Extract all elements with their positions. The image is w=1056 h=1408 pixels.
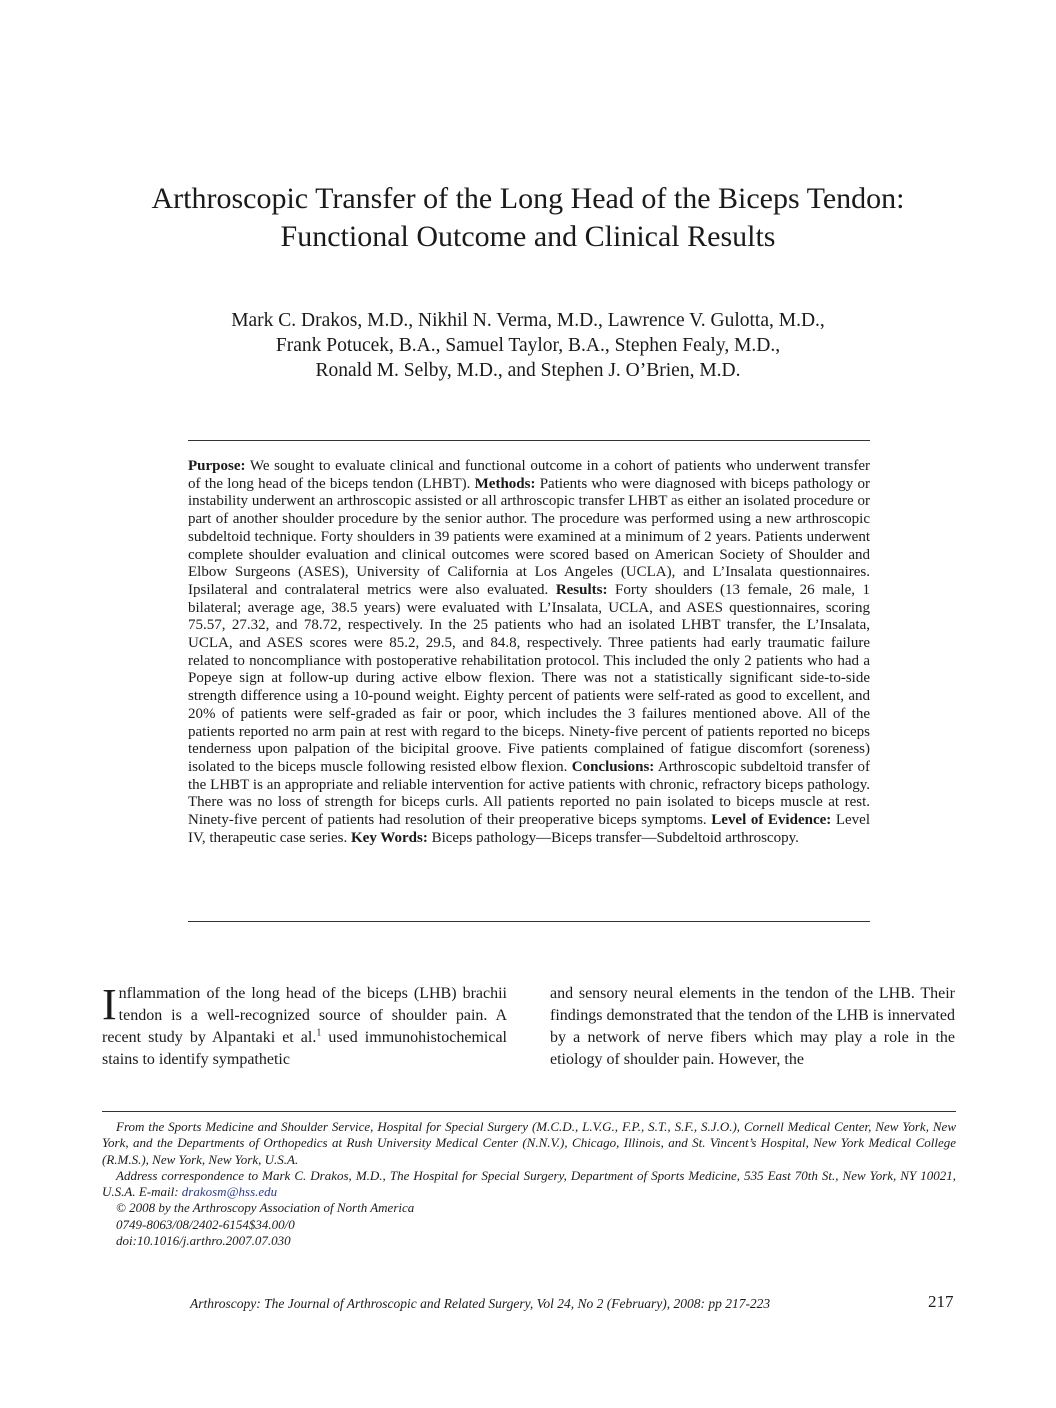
email-link[interactable]: drakosm@hss.edu [181,1184,278,1200]
results-text: Forty shoulders (13 female, 26 male, 1 bilateral; average age, 38.5 years) were evaluated with L’Insalata, UCLA, and ASES questionnaires, scoring 75.57, 27.32, and 78.72, respectively. In the 25 patients who had an isolated LHBT transfer, the L’Insalata, UCLA, and ASES scores were 85.2, 29.5, and 84.8, respectively. Three patients had early traumatic failure related to noncompliance with postoperative rehabilitation protocol. This included the only 2 patients who had a Popeye sign at follow-up during active elbow flexion. There was not a statistically significant side-to-side strength difference using a 10-pound weight. Eighty percent of patients were self-rated as good to excellent, and 20% of patients were self-graded as fair or poor, which includes the 3 failures mentioned above. All of the patients reported no arm pain at rest with regard to the biceps. Ninety-five percent of patients reported no biceps tenderness upon palpation of the bicipital groove. Five patients complained of fatigue discomfort (soreness) isolated to the biceps muscle following resisted elbow flexion. [188,581,870,775]
footnote-doi: doi:10.1016/j.arthro.2007.07.030 [116,1233,291,1249]
keywords-text: Biceps pathology—Biceps transfer—Subdeltoid arthroscopy. [427,829,799,846]
footnote-rule [102,1111,956,1112]
title-line-1: Arthroscopic Transfer of the Long Head of the Biceps Tendon: [151,182,905,215]
abstract-bottom-rule [188,921,870,922]
purpose-text: We sought to evaluate clinical and functional outcome in a cohort of patients who underwent transfer of the long head of the biceps tendon (LHBT). [188,458,870,492]
authors-line-1: Mark C. Drakos, M.D., Nikhil N. Verma, M.D., Lawrence V. Gulotta, M.D., [231,310,825,331]
title-line-2: Functional Outcome and Clinical Results [280,220,776,253]
footnote-copyright: © 2008 by the Arthroscopy Association of North America [116,1200,415,1216]
drop-cap: I [102,980,117,1029]
body-left-text-b: used immunohistochemical stains to identify sympathetic [102,1029,507,1068]
conclusions-text: Arthroscopic subdeltoid transfer of the LHBT is an appropriate and reliable intervention for active patients with chronic, refractory biceps pathology. There was no loss of strength for biceps curls. All patients reported no pain isolated to biceps muscle at rest. Ninety-five percent of patients had resolution of their preoperative biceps symptoms. [188,758,870,829]
purpose-label: Purpose: [188,458,246,474]
level-label: Level of Evidence: [711,812,832,829]
abstract-top-rule [188,440,870,441]
body-right-text: and sensory neural elements in the tendon of the LHB. Their findings demonstrated that the tendon of the LHB is innervated by a network of nerve fibers which may play a role in the etiology of shoulder pain. However, the [550,985,955,1068]
author-list [100,308,956,383]
footnote-affiliation: From the Sports Medicine and Shoulder Service, Hospital for Special Surgery (M.C.D., L.V.G., F.P., S.T., S.F., S.J.O.), Cornell Medical Center, New York, New York, and the Departments of Orthopedics at Rush University Medical Center (N.N.V.), Chicago, Illinois, and St. Vincent’s Hospital, New York Medical College (R.M.S.), New York, New York, U.S.A. [102,1119,956,1167]
abstract [188,458,870,847]
page-number: 217 [928,1292,954,1311]
authors-line-2: Frank Potucek, B.A., Samuel Taylor, B.A., Stephen Fealy, M.D., [275,335,781,356]
conclusions-label: Conclusions: [571,758,655,775]
footnote-code: 0749-8063/08/2402-6154$34.00/0 [116,1216,295,1232]
level-text: Level IV, therapeutic case series. [188,812,871,846]
authors-line-3: Ronald M. Selby, M.D., and Stephen J. O’Brien, M.D. [315,360,741,381]
address-text: Address correspondence to Mark C. Drakos, M.D., The Hospital for Special Surgery, Department of Sports Medicine, 535 East 70th St., New York, NY 10021, U.S.A. E-mail: [102,1167,956,1200]
keywords-label: Key Words: [351,829,428,846]
body-column-left [102,980,507,1071]
methods-label: Methods: [474,475,536,492]
article-title [60,180,996,256]
footnote-address [102,1168,956,1201]
journal-footer: Arthroscopy: The Journal of Arthroscopic and Related Surgery, Vol 24, No 2 (February), 2008: pp 217-223 [190,1296,771,1311]
methods-text: Patients who were diagnosed with biceps pathology or instability underwent an arthroscopic assisted or all arthroscopic transfer LHBT as either an isolated procedure or part of another shoulder procedure by the senior author. The procedure was performed using a new arthroscopic subdeltoid technique. Forty shoulders in 39 patients were examined at a minimum of 2 years. Patients underwent complete shoulder evaluation and clinical outcomes were scored based on American Society of Shoulder and Elbow Surgeons (ASES), University of California at Los Angeles (UCLA), and L’Insalata questionnaires. Ipsilateral and contralateral metrics were also evaluated. [188,475,870,598]
results-label: Results: [555,581,608,598]
footnotes [102,1119,956,1249]
body-column-right [550,983,955,1071]
citation-ref[interactable]: 1 [316,1027,322,1039]
body-left-text-a: nflammation of the long head of the biceps (LHB) brachii tendon is a well-recognized source of shoulder pain. A recent study by Alpantaki et al. [102,985,507,1046]
